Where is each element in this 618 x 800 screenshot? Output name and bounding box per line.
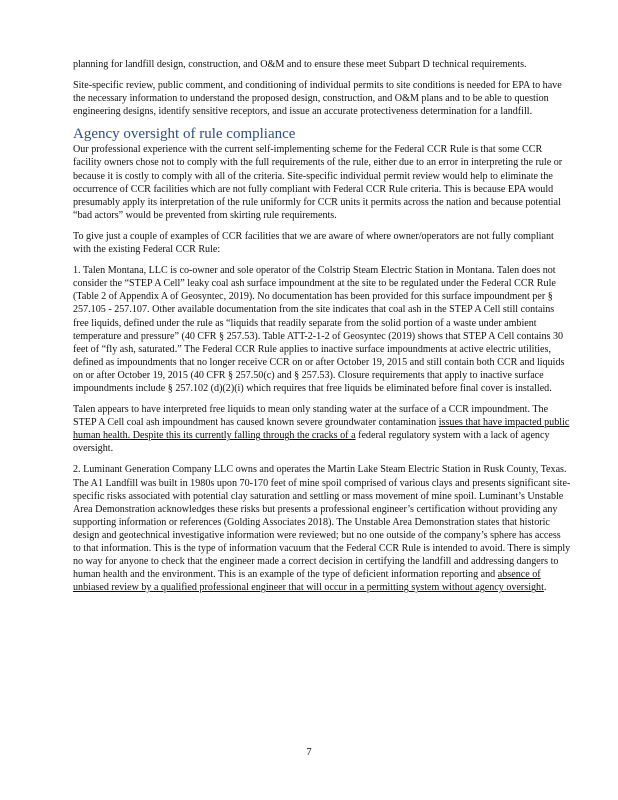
example-2-end: . bbox=[543, 582, 547, 594]
example-2-underlined: absence of unbiased review by a qualified professional engineer that will occur in a permitting system without agency oversight bbox=[73, 569, 544, 594]
intro-paragraph-2: Site-specific review, public comment, and conditioning of individual permits to site conditions is needed for EPA to have the necessary information to understand the proposed design, construction, and O&M plans and to be able to question engineering designs, identify sensitive receptors, and issue an accurate protectiveness determination for a landfill. bbox=[73, 80, 562, 118]
example-2-start: 2. Luminant Generation Company LLC owns and operates the Martin Lake Steam Electric Station in Rusk County, Texas. The A1 Landfill was built in 1980s upon 70-170 feet of mine spoil comprised of various clays and presents significant site-specific risks associated with potential clay saturation and settling or mass movement of mine spoil. Luminant’s Unstable Area Demonstration acknowledges these risks but presents a professional engineer’s certification without providing any supporting information or references (Golding Associates 2018). The Unstable Area Demonstration states that historic design and geotechnical investigative information were reviewed; but no one outside of the company’s sphere has access to that information. This is the type of information vacuum that the Federal CCR Rule is intended to avoid. There is simply no way for anyone to check that the engineer made a correct decision in certifying the landfill and addressing dangers to human health and the environment. This is an example of the type of deficient information reporting and bbox=[73, 464, 571, 581]
talen-paragraph-end: federal regulatory system with a lack of agency oversight. bbox=[73, 430, 550, 455]
document-page bbox=[73, 58, 571, 602]
example-1-paragraph: 1. Talen Montana, LLC is co-owner and sole operator of the Colstrip Steam Electric Station in Montana. Talen does not consider the “STEP A Cell” leaky coal ash surface impoundment at the site to be regulated under the Federal CCR Rule (Table 2 of Appendix A of Geosyntec, 2019). No documentation has been provided for this surface impoundment per § 257.105 - 257.107. Other available documentation from the site indicates that coal ash in the STEP A Cell still contains free liquids, defined under the rule as “liquids that readily separate from the solid portion of a waste under ambient temperature and pressure” (40 CFR § 257.53). Table ATT-2-1-2 of Geosyntec (2019) shows that STEP A Cell contains 30 feet of “fly ash, saturated.” The Federal CCR Rule applies to inactive surface impoundments at active electric utilities, defined as impoundments that no longer receive CCR on or after October 19, 2015 and still contain both CCR and liquids on or after October 19, 2015 (40 CFR § 257.50(c) and § 257.53). Closure requirements that apply to inactive surface impoundments include § 257.102 (d)(2)(i) which requires that free liquids be eliminated before final cover is installed. bbox=[73, 265, 565, 394]
talen-paragraph bbox=[73, 403, 571, 455]
section-paragraph-1: Our professional experience with the current self-implementing scheme for the Federal CCR Rule is that some CCR facility owners chose not to comply with the full requirements of the rule, either due to an error in interpreting the rule or because it is costly to comply with all of the criteria. Site-specific individual permit review would help to eliminate the occurrence of CCR facilities which are not fully compliant with Federal CCR Rule criteria. This is because EPA would presumably apply its interpretation of the rule uniformly for CCR units it permits across the nation and because potential “bad actors” would be prevented from skirting rule requirements. bbox=[73, 144, 563, 221]
section-paragraph-2: To give just a couple of examples of CCR facilities that we are aware of where owner/operators are not fully compliant with the existing Federal CCR Rule: bbox=[73, 230, 554, 256]
talen-paragraph-start: Talen appears to have interpreted free liquids to mean only standing water at the surface of a CCR impoundment. The STEP A Cell coal ash impoundment has caused known severe groundwater contamination bbox=[73, 404, 549, 429]
example-2-paragraph bbox=[73, 463, 571, 594]
section-heading: Agency oversight of rule compliance bbox=[73, 126, 296, 143]
page-number: 7 bbox=[306, 747, 312, 758]
talen-paragraph-underlined: issues that have impacted public human health. Despite this its currently falling through the cracks of a bbox=[73, 417, 570, 442]
intro-paragraph-1: planning for landfill design, construction, and O&M and to ensure these meet Subpart D technical requirements. bbox=[73, 59, 527, 70]
